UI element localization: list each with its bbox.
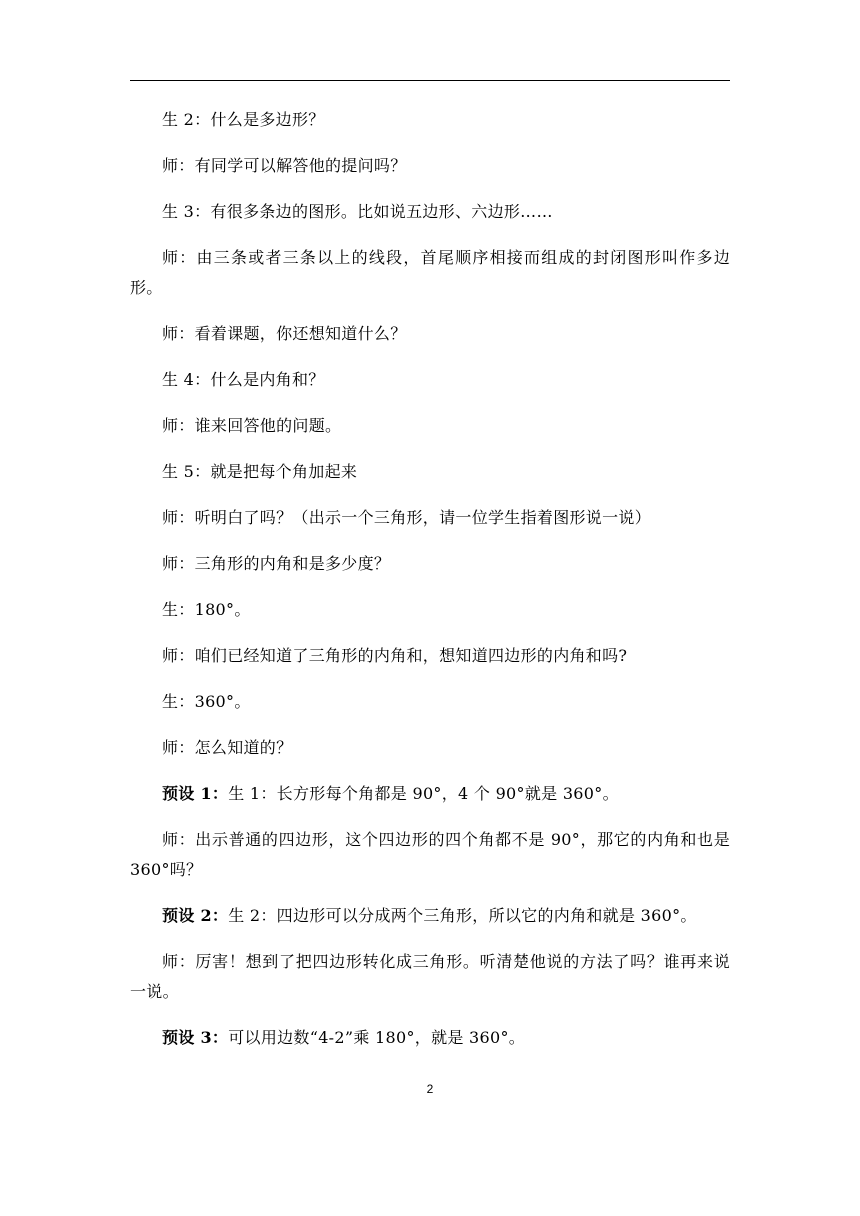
paragraph-text: 师：厉害！想到了把四边形转化成三角形。听清楚他说的方法了吗？谁再来说一说。 (130, 952, 730, 1001)
header-rule (130, 80, 730, 81)
paragraph (130, 779, 730, 809)
paragraph-text: 师：三角形的内角和是多少度？ (162, 554, 391, 573)
paragraph-text: 生：180°。 (162, 600, 251, 619)
paragraph (130, 947, 730, 1007)
paragraph (130, 365, 730, 395)
paragraph (130, 901, 730, 931)
paragraph (130, 457, 730, 487)
paragraph (130, 595, 730, 625)
paragraph-text: 可以用边数“4-2”乘 180°，就是 360°。 (228, 1028, 526, 1047)
paragraph (130, 151, 730, 181)
paragraph-text: 生 2：什么是多边形？ (162, 110, 325, 129)
page-number: 2 (426, 1082, 434, 1096)
paragraph (130, 733, 730, 763)
paragraph (130, 243, 730, 303)
paragraph-text: 生：360°。 (162, 692, 251, 711)
paragraph (130, 319, 730, 349)
paragraph (130, 825, 730, 885)
paragraph-prefix: 预设 1： (162, 784, 229, 803)
paragraph-text: 师：咱们已经知道了三角形的内角和，想知道四边形的内角和吗? (162, 646, 628, 665)
paragraph-text: 生 2：四边形可以分成两个三角形，所以它的内角和就是 360°。 (228, 906, 697, 925)
paragraph-text: 生 5：就是把每个角加起来 (162, 462, 358, 481)
paragraph-text: 师：由三条或者三条以上的线段，首尾顺序相接而组成的封闭图形叫作多边形。 (130, 248, 730, 297)
paragraph-text: 师：出示普通的四边形，这个四边形的四个角都不是 90°，那它的内角和也是 360°吗？ (130, 830, 730, 879)
document-body (130, 105, 730, 1069)
paragraph-prefix: 预设 2： (162, 906, 229, 925)
paragraph-text: 生 4：什么是内角和？ (162, 370, 325, 389)
paragraph (130, 1023, 730, 1053)
paragraph-text: 师：有同学可以解答他的提问吗？ (162, 156, 407, 175)
paragraph (130, 549, 730, 579)
paragraph (130, 503, 730, 533)
paragraph-text: 师：怎么知道的？ (162, 738, 293, 757)
paragraph (130, 197, 730, 227)
paragraph-prefix: 预设 3： (162, 1028, 229, 1047)
paragraph (130, 411, 730, 441)
paragraph (130, 641, 730, 671)
paragraph-text: 师：听明白了吗？（出示一个三角形，请一位学生指着图形说一说） (162, 508, 652, 527)
paragraph-text: 师：谁来回答他的问题。 (162, 416, 342, 435)
paragraph-text: 生 1：长方形每个角都是 90°，4 个 90°就是 360°。 (228, 784, 619, 803)
paragraph (130, 687, 730, 717)
paragraph-text: 生 3：有很多条边的图形。比如说五边形、六边形…… (162, 202, 553, 221)
paragraph-text: 师：看着课题，你还想知道什么？ (162, 324, 407, 343)
paragraph (130, 105, 730, 135)
